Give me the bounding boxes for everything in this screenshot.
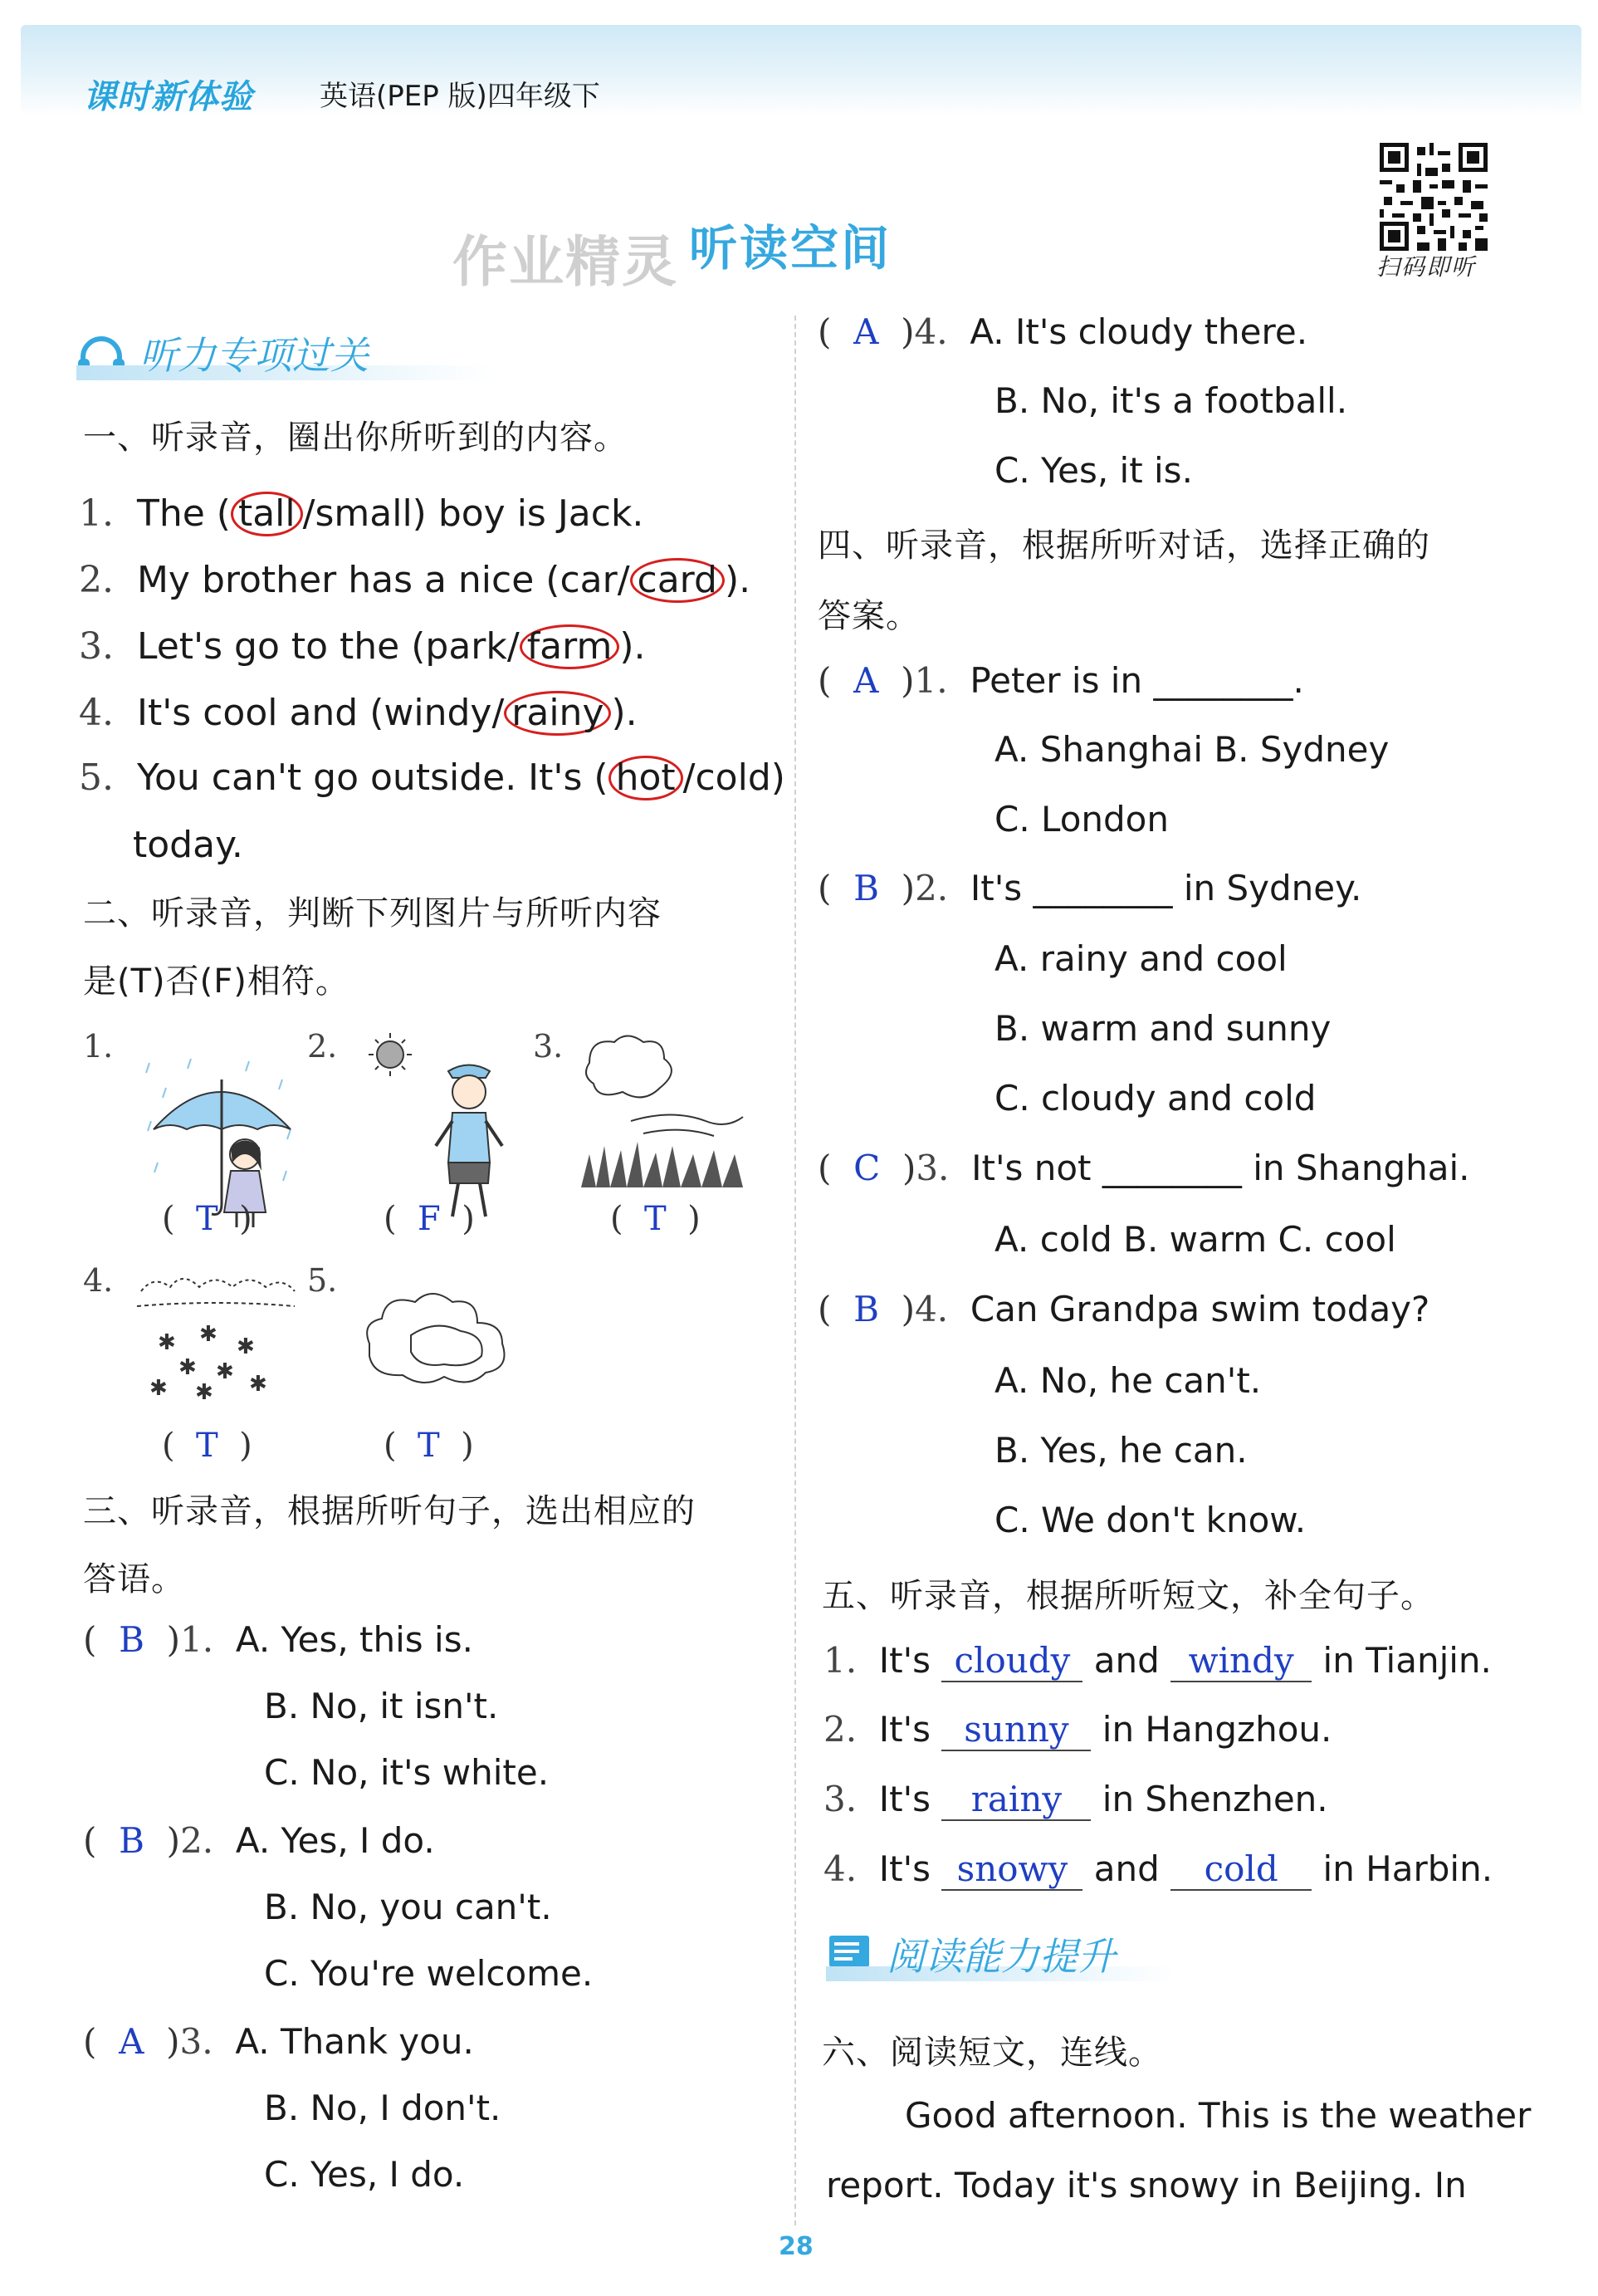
q1-item-4: 4. It's cool and (windy/ rainy ). bbox=[79, 691, 638, 736]
q3-item-2-c: C. You're welcome. bbox=[264, 1953, 594, 1994]
snow-icon bbox=[133, 1266, 299, 1407]
pic-num-1: 1. bbox=[83, 1028, 114, 1065]
q4-item-4-c: C. We don't know. bbox=[994, 1500, 1307, 1540]
svg-text:✱: ✱ bbox=[149, 1376, 168, 1401]
q5-item-2: 2. It's sunny in Hangzhou. bbox=[823, 1709, 1332, 1750]
q3-item-3-c: C. Yes, I do. bbox=[264, 2154, 465, 2195]
reading-line-2: report. Today it's snowy in Beijing. In bbox=[826, 2165, 1467, 2205]
q4-item-1: ( A )1. Peter is in ________. bbox=[818, 660, 1304, 701]
q3-item-1-c: C. No, it's white. bbox=[264, 1752, 550, 1793]
q5-item-4: 4. It's snowy and cold in Harbin. bbox=[823, 1848, 1493, 1889]
qr-code-icon[interactable] bbox=[1380, 143, 1488, 251]
page-number: 28 bbox=[779, 2232, 814, 2261]
q6-title: 六、阅读短文，连线。 bbox=[822, 2034, 1162, 2072]
pic-num-5: 5. bbox=[307, 1262, 338, 1299]
circled-answer: farm bbox=[520, 624, 620, 669]
brand-logo: 课时新体验 bbox=[83, 78, 253, 116]
q4-item-1-c: C. London bbox=[994, 799, 1169, 840]
wind-cloud-icon bbox=[581, 1030, 747, 1187]
circled-answer: rainy bbox=[504, 691, 611, 736]
q4-item-2-b: B. warm and sunny bbox=[994, 1008, 1332, 1049]
circled-answer: card bbox=[630, 558, 725, 603]
q1-item-5-cont: today. bbox=[133, 824, 243, 866]
pic-num-4: 4. bbox=[83, 1262, 114, 1299]
answer-blank: sunny bbox=[941, 1709, 1091, 1751]
reading-line-1: Good afternoon. This is the weather bbox=[905, 2095, 1532, 2136]
q3-item-2-b: B. No, you can't. bbox=[264, 1887, 552, 1927]
answer-blank: windy bbox=[1170, 1640, 1312, 1682]
answer-blank: cold bbox=[1170, 1848, 1312, 1891]
q4-item-3: ( C )3. It's not ________ in Shanghai. bbox=[818, 1148, 1470, 1188]
q3-item-3: ( A )3. A. Thank you. bbox=[83, 2021, 474, 2062]
q4-item-2-a: A. rainy and cool bbox=[994, 938, 1288, 979]
q3-item-4: ( A )4. A. It's cloudy there. bbox=[818, 311, 1308, 352]
circled-answer: hot bbox=[608, 756, 683, 800]
q4-item-2: ( B )2. It's ________ in Sydney. bbox=[818, 868, 1362, 908]
q1-item-1: 1. The ( tall /small) boy is Jack. bbox=[79, 492, 643, 536]
column-divider bbox=[794, 316, 796, 2225]
qr-caption: 扫码即听 bbox=[1376, 253, 1477, 281]
q4-title-2: 答案。 bbox=[818, 597, 920, 635]
q4-item-4-a: A. No, he can't. bbox=[994, 1360, 1262, 1401]
pic-num-3: 3. bbox=[533, 1028, 564, 1065]
listening-heading: 听力专项过关 bbox=[139, 333, 369, 378]
pic-answer-5: ( T ) bbox=[384, 1427, 474, 1465]
answer-blank: cloudy bbox=[941, 1640, 1082, 1682]
q5-item-1: 1. It's cloudy and windy in Tianjin. bbox=[823, 1640, 1492, 1681]
svg-text:✱: ✱ bbox=[178, 1355, 197, 1380]
pic-answer-3: ( T ) bbox=[610, 1200, 701, 1238]
q3-item-4-b: B. No, it's a football. bbox=[994, 380, 1348, 421]
q1-item-2: 2. My brother has a nice (car/ card ). bbox=[79, 558, 750, 603]
svg-text:✱: ✱ bbox=[158, 1330, 176, 1355]
cloud-icon bbox=[361, 1285, 519, 1393]
q4-item-2-c: C. cloudy and cold bbox=[994, 1078, 1317, 1119]
q3-item-4-c: C. Yes, it is. bbox=[994, 450, 1193, 491]
q3-item-1-b: B. No, it isn't. bbox=[264, 1686, 499, 1726]
circled-answer: tall bbox=[231, 492, 303, 536]
pic-num-2: 2. bbox=[307, 1028, 338, 1065]
svg-text:✱: ✱ bbox=[249, 1372, 267, 1397]
q1-title: 一、听录音，圈出你所听到的内容。 bbox=[83, 419, 628, 457]
q4-item-4: ( B )4. Can Grandpa swim today? bbox=[818, 1289, 1430, 1329]
q3-item-1: ( B )1. A. Yes, this is. bbox=[83, 1619, 473, 1660]
svg-text:✱: ✱ bbox=[199, 1322, 217, 1347]
pic-answer-4: ( T ) bbox=[162, 1427, 252, 1465]
svg-text:✱: ✱ bbox=[195, 1380, 213, 1405]
q3-item-2: ( B )2. A. Yes, I do. bbox=[83, 1820, 435, 1861]
q4-item-3-opts: A. cold B. warm C. cool bbox=[994, 1219, 1396, 1260]
q4-title-1: 四、听录音，根据所听对话，选择正确的 bbox=[818, 526, 1430, 565]
pic-answer-1: ( T ) bbox=[162, 1200, 252, 1238]
q5-title: 五、听录音，根据所听短文，补全句子。 bbox=[822, 1577, 1434, 1615]
subject-title: 英语(PEP 版)四年级下 bbox=[320, 80, 600, 113]
svg-text:✱: ✱ bbox=[216, 1359, 234, 1384]
watermark: 作业精灵 bbox=[452, 229, 678, 294]
q3-title-1: 三、听录音，根据所听句子，选出相应的 bbox=[83, 1492, 696, 1530]
section-title: 听读空间 bbox=[689, 220, 892, 277]
q3-title-2: 答语。 bbox=[83, 1560, 185, 1598]
pic-answer-2: ( F ) bbox=[384, 1200, 475, 1238]
q3-item-3-b: B. No, I don't. bbox=[264, 2088, 501, 2128]
q1-item-3: 3. Let's go to the (park/ farm ). bbox=[79, 624, 645, 669]
q2-title-1: 二、听录音，判断下列图片与所听内容 bbox=[83, 894, 662, 933]
q4-item-4-b: B. Yes, he can. bbox=[994, 1430, 1248, 1471]
q2-title-2: 是(T)否(F)相符。 bbox=[83, 962, 349, 1001]
q5-item-3: 3. It's rainy in Shenzhen. bbox=[823, 1779, 1328, 1819]
answer-blank: rainy bbox=[941, 1779, 1091, 1821]
reading-heading: 阅读能力提升 bbox=[887, 1934, 1116, 1979]
q4-item-1-ab: A. Shanghai B. Sydney bbox=[994, 729, 1390, 770]
q1-item-5: 5. You can't go outside. It's ( hot /cold) bbox=[79, 756, 785, 800]
svg-text:✱: ✱ bbox=[237, 1334, 255, 1359]
header-band bbox=[21, 25, 1581, 116]
answer-blank: snowy bbox=[941, 1848, 1082, 1891]
